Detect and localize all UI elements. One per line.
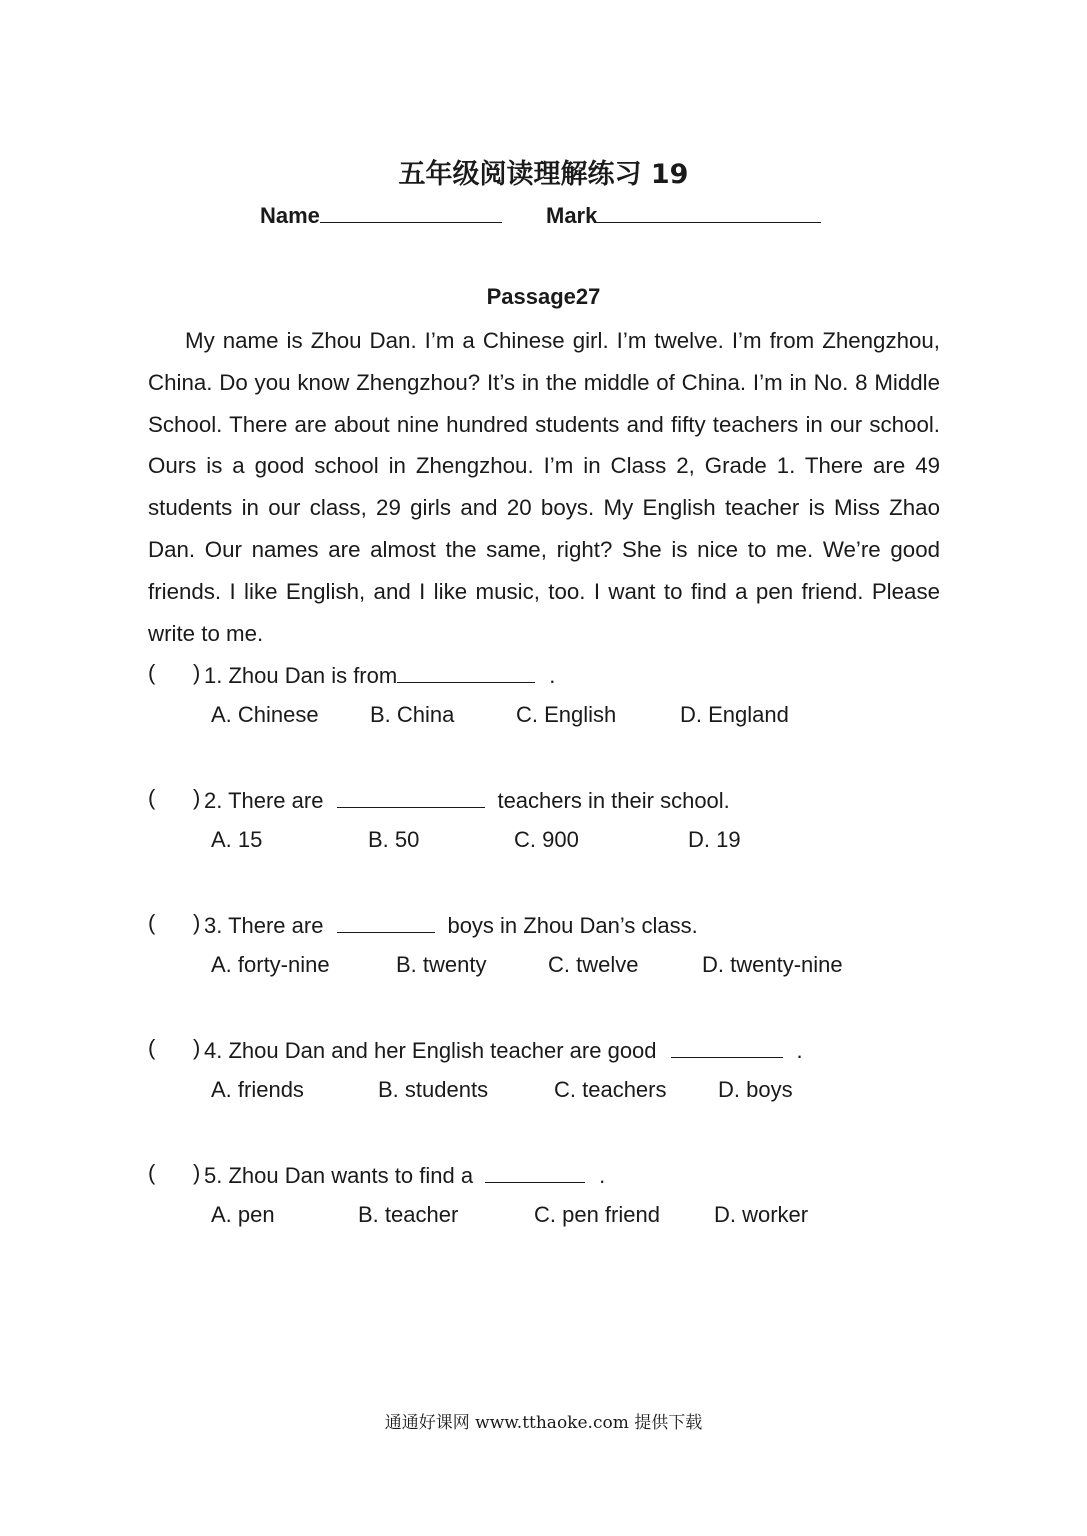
option-3b: B. twenty [396,952,487,977]
answer-paren-close: ) [193,910,201,935]
option-3a: A. forty-nine [211,952,330,977]
answer-blank [337,910,435,933]
answer-paren-open: ( [148,1035,156,1060]
passage-text: My name is Zhou Dan. I’m a Chinese girl. I’m twelve. I’m from Zhengzhou, China. Do you know Zhengzhou? It’s in the middle of China. I’m in No. 8 Middle School. There are about nine hundred students and fifty teachers in our school. Ours is a good school in Zhengzhou. I’m in Class 2, Grade 1. There are 49 students in our class, 29 girls and 20 boys. My English teacher is Miss Zhao Dan. Our names are almost the same, right? She is nice to me. We’re good friends. I like English, and I like music, too. I want to find a pen friend. Please write to me. [148,328,940,646]
question-text: 3. There are [204,913,324,938]
answer-blank [485,1160,585,1183]
answer-blank [337,785,485,808]
footer-text: 通通好课网 www.tthaoke.com 提供下载 [384,1413,703,1433]
option-5d: D. worker [714,1202,809,1227]
option-1c: C. English [516,702,617,727]
page-title: 五年级阅读理解练习 19 [398,159,689,190]
question-text-after: . [796,1038,803,1063]
question-text-after: . [599,1163,606,1188]
answer-paren-open: ( [148,1160,156,1185]
option-2d: D. 19 [688,827,741,852]
answer-blank [397,660,535,683]
question-text: 4. Zhou Dan and her English teacher are good [204,1038,657,1063]
option-2a: A. 15 [211,827,263,852]
option-1d: D. England [680,702,789,727]
answer-paren-open: ( [148,660,156,685]
option-5b: B. teacher [358,1202,459,1227]
option-5c: C. pen friend [534,1202,660,1227]
option-4d: D. boys [718,1077,793,1102]
mark-label: Mark [546,203,598,228]
question-text: 1. Zhou Dan is from [204,663,398,688]
option-4b: B. students [378,1077,489,1102]
mark-blank [597,200,821,223]
answer-paren-close: ) [193,660,201,685]
name-field [260,200,502,229]
option-1a: A. Chinese [211,702,319,727]
mark-field [546,200,821,229]
answer-paren-close: ) [193,1160,201,1185]
answer-paren-open: ( [148,785,156,810]
question-text-after: teachers in their school. [497,788,730,813]
answer-paren-close: ) [193,785,201,810]
answer-blank [671,1035,783,1058]
passage-title: Passage27 [486,284,601,309]
name-blank [320,200,502,223]
option-3d: D. twenty-nine [702,952,843,977]
question-text: 2. There are [204,788,324,813]
option-5a: A. pen [211,1202,275,1227]
answer-paren-open: ( [148,910,156,935]
question-text-after: boys in Zhou Dan’s class. [447,913,698,938]
question-text: 5. Zhou Dan wants to find a [204,1163,474,1188]
option-4c: C. teachers [554,1077,667,1102]
option-4a: A. friends [211,1077,304,1102]
option-3c: C. twelve [548,952,639,977]
name-label: Name [260,203,320,228]
option-2b: B. 50 [368,827,420,852]
answer-paren-close: ) [193,1035,201,1060]
option-1b: B. China [370,702,455,727]
question-text-after: . [549,663,556,688]
option-2c: C. 900 [514,827,579,852]
